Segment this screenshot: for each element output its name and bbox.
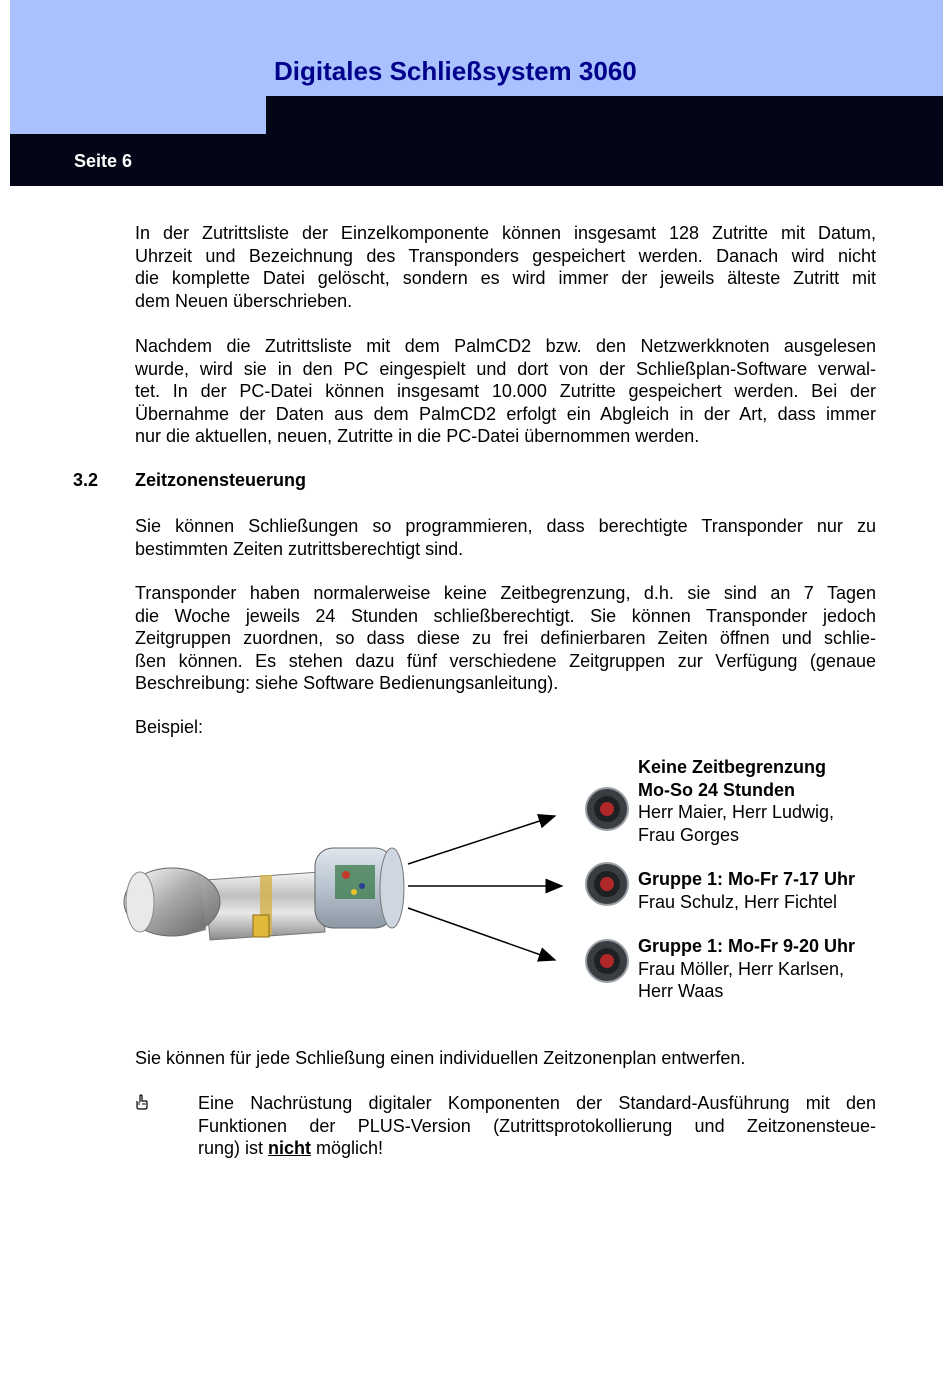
text-line: Übernahme der Daten aus dem PalmCD2 erfolgt ein Abgleich in der Art, dass immer	[135, 403, 876, 424]
transponder-icon	[584, 786, 630, 832]
page-header	[10, 0, 943, 186]
text-line: In der Zutrittsliste der Einzelkomponente können insgesamt 128 Zutritte mit Datum,	[135, 223, 876, 243]
text-line: wurde, wird sie in den PC eingespielt und dort von der Schließplan-Software verwal-	[135, 358, 876, 379]
text-line: die komplette Datei gelöscht, sondern es wird immer der jeweils älteste Zutritt mit	[135, 268, 876, 288]
group-heading: Gruppe 1: Mo-Fr 9-20 Uhr	[638, 936, 856, 956]
text-line: Nachdem die Zutrittsliste mit dem PalmCD2 bzw. den Netzwerkknoten ausgelesen	[135, 336, 876, 356]
group-members: Frau Schulz, Herr Fichtel	[638, 891, 838, 912]
page-number: Seite 6	[74, 151, 133, 171]
group-schedule: Mo-So 24 Stunden	[638, 779, 795, 800]
arrows-icon	[400, 800, 570, 970]
group-members: Frau Gorges	[638, 824, 740, 845]
text-line: Sie können für jede Schließung einen individuellen Zeitzonenplan entwerfen.	[135, 1048, 746, 1068]
header-band-light-left	[10, 96, 266, 134]
group-heading: Keine Zeitbegrenzung	[638, 757, 827, 777]
text-line: bestimmten Zeiten zutrittsberechtigt sind.	[135, 538, 464, 559]
pointing-hand-icon	[135, 1094, 149, 1110]
text-fragment: möglich!	[311, 1138, 384, 1158]
section-title: Zeitzonensteuerung	[135, 470, 307, 490]
text-line: tet. In der PC-Datei können insgesamt 10.000 Zutritte gespeichert werden. Bei der	[135, 381, 876, 401]
paragraph-zeitzonenplan	[135, 1047, 876, 1070]
text-line: die Woche jeweils 24 Stunden schließberechtigt. Sie können Transponder jedoch	[135, 605, 876, 626]
arrow-group	[400, 800, 570, 970]
text-line: ßen können. Es stehen dazu fünf verschiedene Zeitgruppen zur Verfügung (genaue	[135, 650, 876, 671]
group-heading: Gruppe 1: Mo-Fr 7-17 Uhr	[638, 869, 856, 889]
text-line: Zeitgruppen zuordnen, so dass diese zu frei definierbaren Zeiten öffnen und schlie-	[135, 628, 876, 648]
text-line: Beschreibung: siehe Software Bedienungsanleitung).	[135, 673, 559, 693]
group-members: Herr Waas	[638, 981, 724, 1001]
header-band-dark-left	[10, 134, 266, 186]
header-band-dark-right	[266, 96, 943, 186]
paragraph-schliessungen	[135, 515, 876, 560]
group-members: Frau Möller, Herr Karlsen,	[638, 958, 845, 979]
paragraph-transponder	[135, 582, 876, 695]
text-line: Eine Nachrüstung digitaler Komponenten der Standard-Ausführung mit den	[198, 1093, 876, 1113]
time-group-block	[638, 935, 855, 1003]
time-group-block	[638, 868, 855, 913]
transponder-icon	[584, 861, 630, 907]
group-members: Herr Maier, Herr Ludwig,	[638, 802, 835, 822]
time-group-block	[638, 756, 834, 846]
text-line-emphasis	[198, 1137, 876, 1160]
text-line: nur die aktuellen, neuen, Zutritte in die PC-Datei übernommen werden.	[135, 426, 700, 446]
paragraph-palmcd2	[135, 335, 876, 448]
text-line: Transponder haben normalerweise keine Zeitbegrenzung, d.h. sie sind an 7 Tagen	[135, 583, 876, 603]
transponder-icon	[584, 938, 630, 984]
lock-cylinder-icon	[110, 820, 410, 970]
note-block	[198, 1092, 876, 1160]
text-line: Uhrzeit und Bezeichnung des Transponders gespeichert werden. Danach wird nicht	[135, 245, 876, 266]
document-title: Digitales Schließsystem 3060	[274, 56, 637, 86]
text-fragment: rung) ist	[198, 1138, 269, 1158]
text-line: Funktionen der PLUS-Version (Zutrittsprotokollierung und Zeitzonensteue-	[198, 1115, 876, 1136]
lock-cylinder-image	[110, 820, 410, 970]
paragraph-zutrittsliste	[135, 222, 876, 312]
example-label: Beispiel:	[135, 717, 204, 737]
text-line: Sie können Schließungen so programmieren, dass berechtigte Transponder nur zu	[135, 516, 876, 536]
section-number: 3.2	[73, 470, 99, 490]
text-line: dem Neuen überschrieben.	[135, 290, 353, 311]
emphasis-nicht: nicht	[268, 1138, 312, 1158]
